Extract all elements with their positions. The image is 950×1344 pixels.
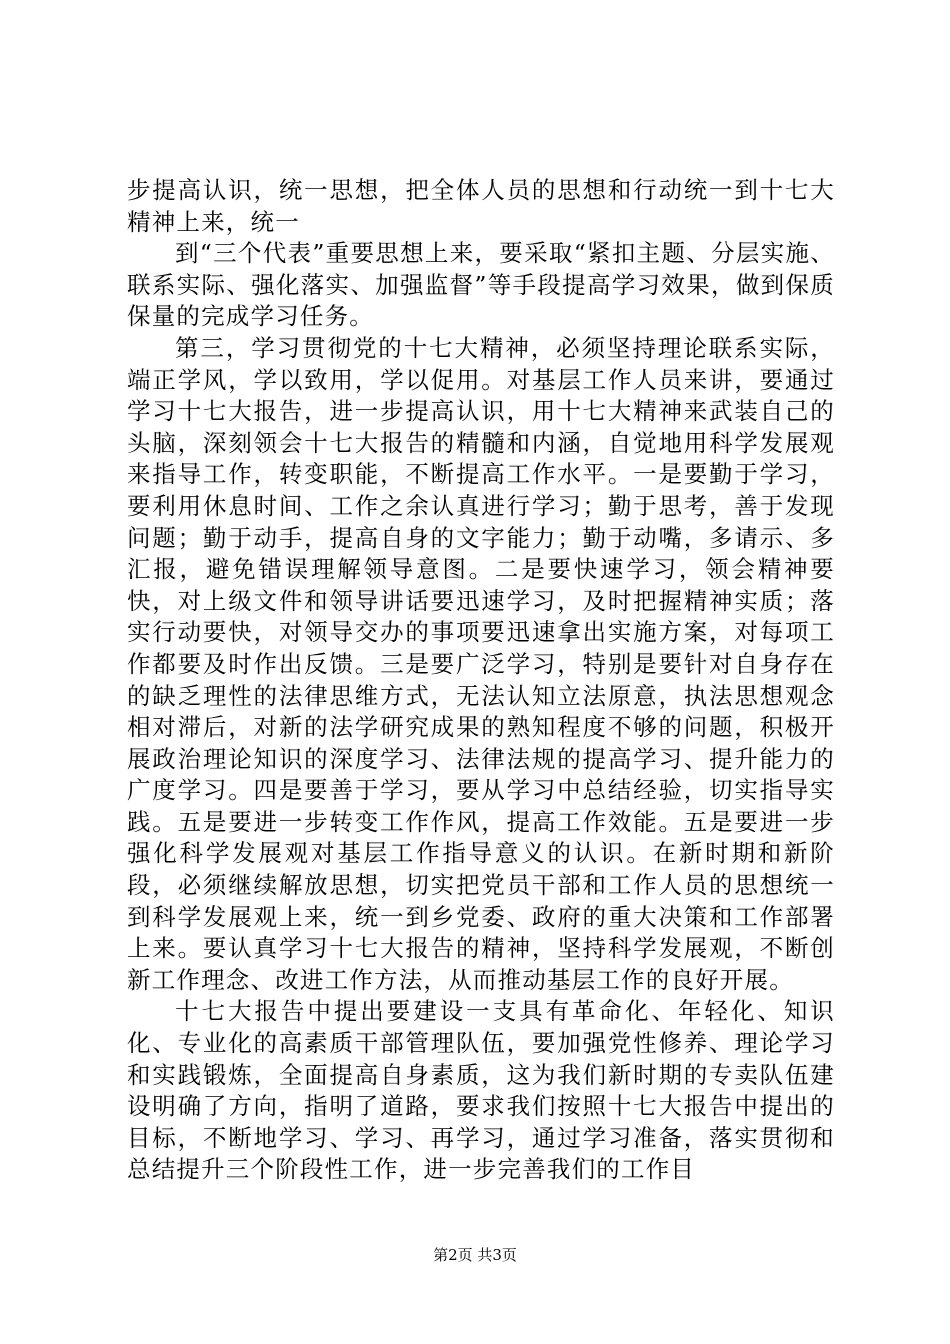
paragraph-3: 第三，学习贯彻党的十七大精神，必须坚持理论联系实际，端正学风，学以致用，学以促用。对基层工作人员来讲，要通过学习十七大报告，进一步提高认识，用十七大精神来武装自己的头脑，深刻领会十七大报告的精髓和内涵，自觉地用科学发展观来指导工作，转变职能，不断提高工作水平。一是要勤于学习，要利用休息时间、工作之余认真进行学习；勤于思考，善于发现问题；勤于动手，提高自身的文字能力；勤于动嘴，多请示、多汇报，避免错误理解领导意图。二是要快速学习，领会精神要快，对上级文件和领导讲话要迅速学习，及时把握精神实质；落实行动要快，对领导交办的事项要迅速拿出实施方案，对每项工作都要及时作出反馈。三是要广泛学习，特别是要针对自身存在的缺乏理性的法律思维方式，无法认知立法原意，执法思想观念相对滞后，对新的法学研究成果的熟知程度不够的问题，积极开展政治理论知识的深度学习、法律法规的提高学习、提升能力的广度学习。四是要善于学习，要从学习中总结经验，切实指导实践。五是要进一步转变工作作风，提高工作效能。五是要进一步强化科学发展观对基层工作指导意义的认识。在新时期和新阶段，必须继续解放思想，切实把党员干部和工作人员的思想统一到科学发展观上来，统一到乡党委、政府的重大决策和工作部署上来。要认真学习十七大报告的精神，坚持科学发展观，不断创新工作理念、改进工作方法，从而推动基层工作的良好开展。 (127, 333, 835, 994)
paragraph-1: 步提高认识，统一思想，把全体人员的思想和行动统一到十七大精神上来，统一 (127, 176, 835, 236)
page-number-footer: 第2页 共3页 (433, 1246, 517, 1264)
paragraph-4: 十七大报告中提出要建设一支具有革命化、年轻化、知识化、专业化的高素质干部管理队伍，要加强党性修养、理论学习和实践锻炼，全面提高自身素质，这为我们新时期的专卖队伍建设明确了方向，指明了道路，要求我们按照十七大报告中提出的目标，不断地学习、学习、再学习，通过学习准备，落实贯彻和总结提升三个阶段性工作，进一步完善我们的工作目 (127, 997, 835, 1184)
paragraph-2: 到“三个代表”重要思想上来，要采取“紧扣主题、分层实施、联系实际、强化落实、加强监督”等手段提高学习效果，做到保质保量的完成学习任务。 (127, 239, 835, 331)
document-body (127, 175, 835, 1186)
